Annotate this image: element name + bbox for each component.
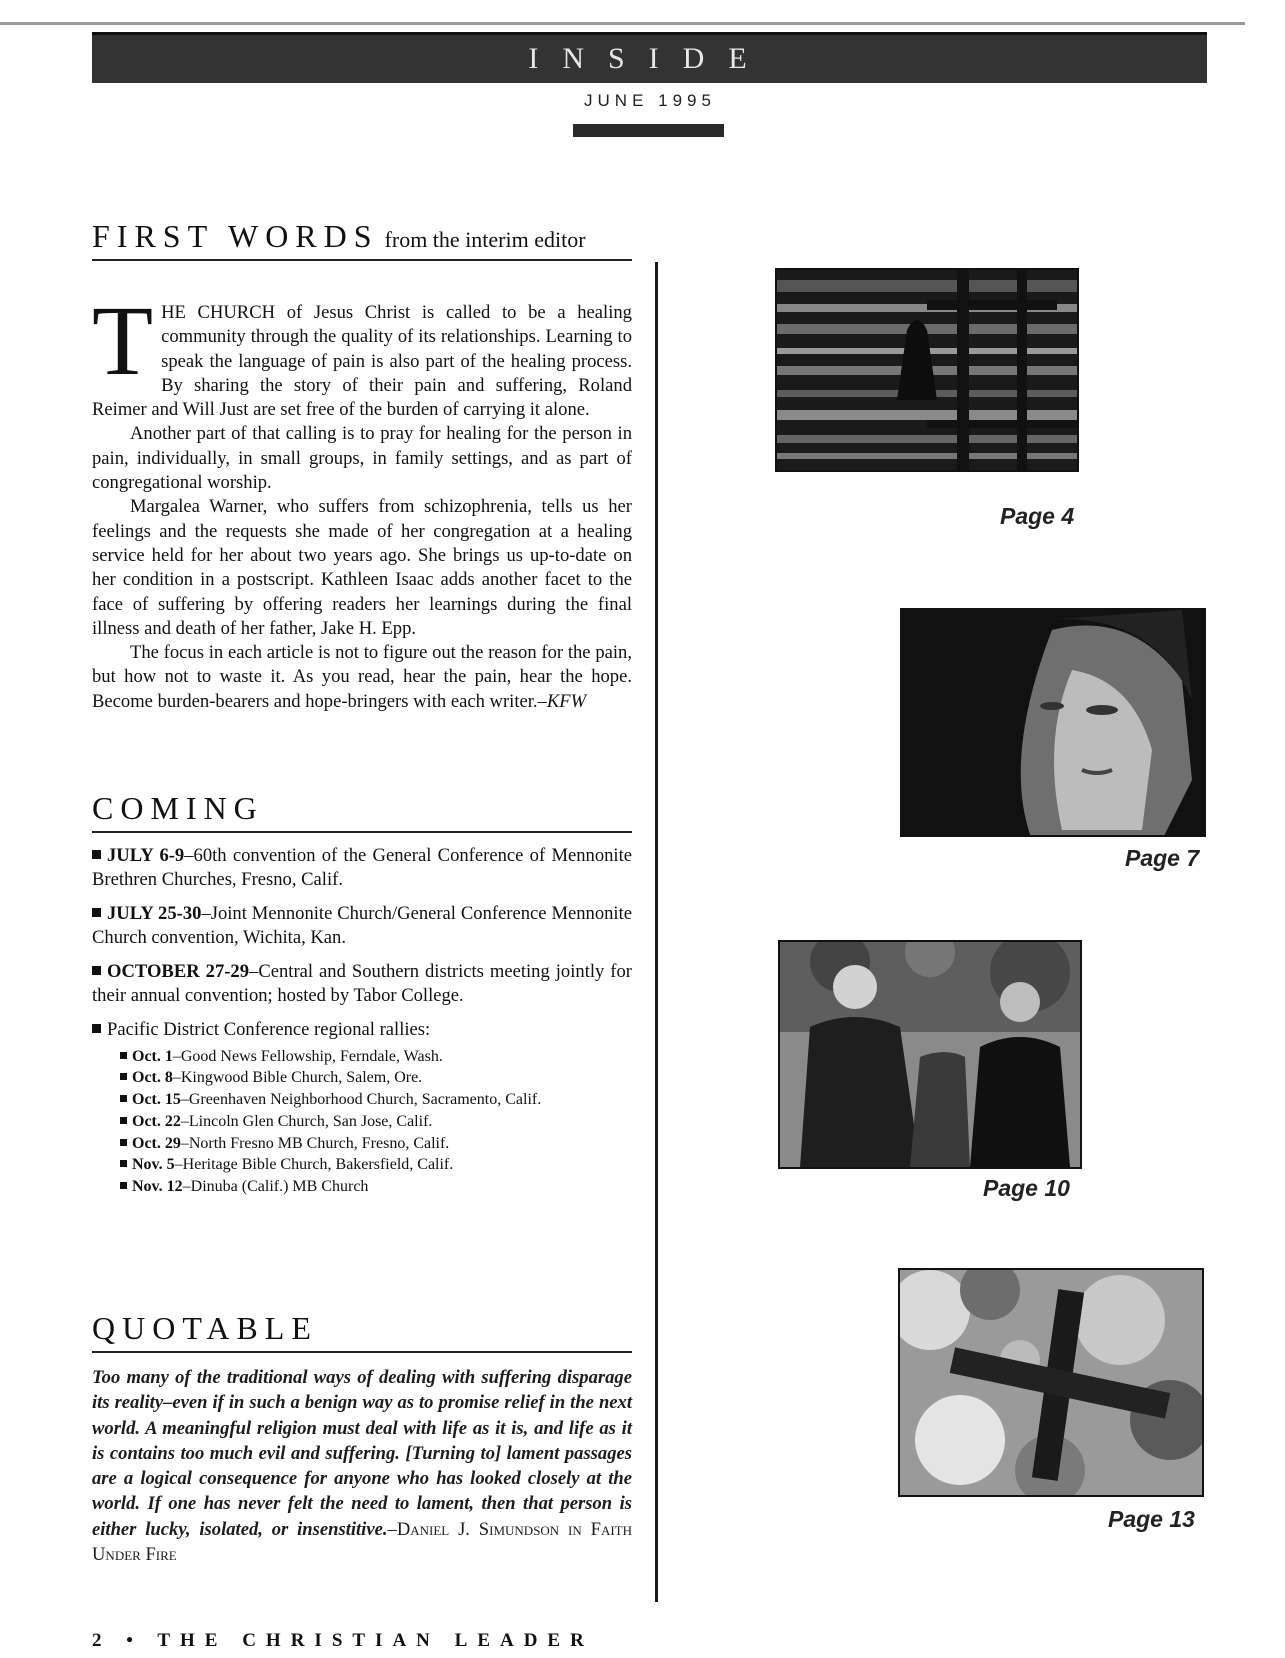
photo-caption-page-10: Page 10 bbox=[983, 1175, 1070, 1201]
photo-caption-page-4: Page 4 bbox=[1000, 503, 1075, 529]
rally-date: Oct. 1 bbox=[132, 1047, 173, 1065]
first-words-body bbox=[92, 285, 632, 714]
rally-date: Nov. 12 bbox=[132, 1178, 183, 1196]
first-words-paragraph bbox=[92, 285, 632, 422]
rally-item bbox=[120, 1046, 632, 1068]
rally-item bbox=[120, 1089, 632, 1111]
rallies-intro: Pacific District Conference regional rallies: bbox=[107, 1019, 431, 1040]
rally-date: Oct. 29 bbox=[132, 1134, 181, 1152]
event-item bbox=[92, 1018, 632, 1198]
rally-date: Oct. 22 bbox=[132, 1112, 181, 1130]
page-footer bbox=[92, 1630, 594, 1652]
bullet-square-icon bbox=[92, 966, 101, 975]
window-silhouette-image bbox=[777, 270, 1077, 470]
first-words-heading bbox=[92, 218, 632, 261]
publication-name: THE CHRISTIAN LEADER bbox=[157, 1630, 594, 1651]
column-divider bbox=[655, 262, 658, 1602]
first-words-paragraph bbox=[92, 641, 632, 714]
event-text: –60th convention of the General Conference of Mennonite Brethren Churches, Fresno, Calif. bbox=[92, 845, 632, 890]
quote-book: Faith Under Fire bbox=[92, 1518, 632, 1566]
event-item bbox=[92, 844, 632, 891]
photo-page-10 bbox=[778, 940, 1082, 1169]
top-rule bbox=[0, 22, 1245, 25]
footer-separator: • bbox=[126, 1630, 143, 1651]
quote-in: in bbox=[559, 1518, 591, 1540]
editor-signature: KFW bbox=[546, 690, 587, 712]
bullet-square-icon bbox=[92, 850, 101, 859]
couple-photo-image bbox=[780, 942, 1080, 1167]
rally-date: Oct. 8 bbox=[132, 1069, 173, 1087]
event-text: –Central and Southern districts meeting jointly for their annual convention; hosted by Tabor College. bbox=[92, 961, 632, 1006]
event-date: OCTOBER 27-29 bbox=[107, 961, 250, 982]
event-date: JULY 6-9 bbox=[107, 845, 185, 866]
rallies-list bbox=[92, 1046, 632, 1199]
coming-events-list bbox=[92, 844, 632, 1198]
page-number: 2 bbox=[92, 1630, 112, 1651]
bullet-square-icon bbox=[92, 1024, 101, 1033]
paragraph-text: of Jesus Christ is called to be a healing community through the quality of its relationships. Learning to speak the language of pain is also part of the healing process. By sharing the story of their pain and suffering, Roland Reimer and Will Just are set free of the burden of carrying it alone. bbox=[92, 302, 632, 421]
coming-heading bbox=[92, 790, 632, 833]
photo-page-4 bbox=[775, 268, 1079, 472]
lead-in: HE CHURCH bbox=[161, 302, 276, 323]
bullet-square-icon bbox=[120, 1052, 127, 1059]
quote-text bbox=[92, 1365, 632, 1567]
rally-text: –Heritage Bible Church, Bakersfield, Calif. bbox=[174, 1156, 454, 1174]
bullet-square-icon bbox=[120, 1139, 127, 1146]
rally-item bbox=[120, 1133, 632, 1155]
rally-text: –Good News Fellowship, Ferndale, Wash. bbox=[172, 1047, 443, 1065]
rally-text: –Lincoln Glen Church, San Jose, Calif. bbox=[180, 1112, 433, 1130]
woman-portrait-image bbox=[902, 610, 1204, 835]
paragraph-text: The focus in each article is not to figure out the reason for the pain, but how not to waste it. As you read, hear the pain, hear the hope. Become burden-bearers and hope-bringers with each writer.– bbox=[92, 642, 632, 712]
rally-text: –Dinuba (Calif.) MB Church bbox=[182, 1178, 369, 1196]
inside-banner: INSIDE bbox=[92, 32, 1207, 83]
rally-item bbox=[120, 1154, 632, 1176]
drop-cap: T bbox=[92, 285, 154, 396]
bullet-square-icon bbox=[120, 1073, 127, 1080]
first-words-paragraph: Another part of that calling is to pray for healing for the person in pain, individually, in small groups, in family settings, and as part of congregational worship. bbox=[92, 423, 632, 494]
quote-author: –Daniel J. Simundson bbox=[387, 1518, 560, 1540]
quotable-title: QUOTABLE bbox=[92, 1310, 318, 1346]
first-words-subtitle: from the interim editor bbox=[384, 227, 586, 252]
bullet-square-icon bbox=[120, 1095, 127, 1102]
rally-item bbox=[120, 1067, 632, 1089]
issue-date: JUNE 1995 bbox=[584, 91, 716, 110]
quotable-heading bbox=[92, 1310, 632, 1353]
photo-page-7 bbox=[900, 608, 1206, 837]
event-item bbox=[92, 960, 632, 1007]
rally-item bbox=[120, 1111, 632, 1133]
bullet-square-icon bbox=[92, 908, 101, 917]
first-words-section bbox=[92, 218, 632, 714]
photo-caption-page-13: Page 13 bbox=[1108, 1506, 1195, 1532]
coming-title: COMING bbox=[92, 790, 264, 826]
quote-body: Too many of the traditional ways of dealing with suffering disparage its reality–even if in such a benign way as to promise relief in the next world. A meaningful religion must deal with life as it is, and life as it is contains too much evil and suffering. [Turning to] lament passages are a logical consequence for anyone who has looked closely at the world. If one has never felt the need to lament, then that person is either lucky, isolated, or insenstitive. bbox=[92, 1367, 632, 1540]
quotable-section bbox=[92, 1310, 632, 1567]
date-underline-bar bbox=[573, 124, 724, 137]
event-date: JULY 25-30 bbox=[107, 903, 202, 924]
rally-text: –North Fresno MB Church, Fresno, Calif. bbox=[180, 1134, 450, 1152]
bullet-square-icon bbox=[120, 1160, 127, 1167]
rally-item bbox=[120, 1176, 632, 1198]
bullet-square-icon bbox=[120, 1182, 127, 1189]
event-text: –Joint Mennonite Church/General Conference Mennonite Church convention, Wichita, Kan. bbox=[92, 903, 632, 948]
rally-date: Nov. 5 bbox=[132, 1156, 175, 1174]
rally-text: –Greenhaven Neighborhood Church, Sacramento, Calif. bbox=[180, 1091, 542, 1109]
rally-text: –Kingwood Bible Church, Salem, Ore. bbox=[172, 1069, 423, 1087]
event-item bbox=[92, 902, 632, 949]
rally-date: Oct. 15 bbox=[132, 1091, 181, 1109]
coming-section bbox=[92, 790, 632, 1198]
bullet-square-icon bbox=[120, 1117, 127, 1124]
first-words-title: FIRST WORDS bbox=[92, 218, 379, 254]
first-words-paragraph: Margalea Warner, who suffers from schizophrenia, tells us her feelings and the requests she made of her congregation at a healing service held for her about two years ago. She brings us up-to-date on her condition in a postscript. Kathleen Isaac adds another facet to the face of suffering by offering readers her learnings during the final illness and death of her father, Jake H. Epp. bbox=[92, 496, 632, 639]
photo-caption-page-7: Page 7 bbox=[1125, 845, 1200, 871]
photo-page-13 bbox=[898, 1268, 1204, 1497]
wooden-cross-image bbox=[900, 1270, 1202, 1495]
